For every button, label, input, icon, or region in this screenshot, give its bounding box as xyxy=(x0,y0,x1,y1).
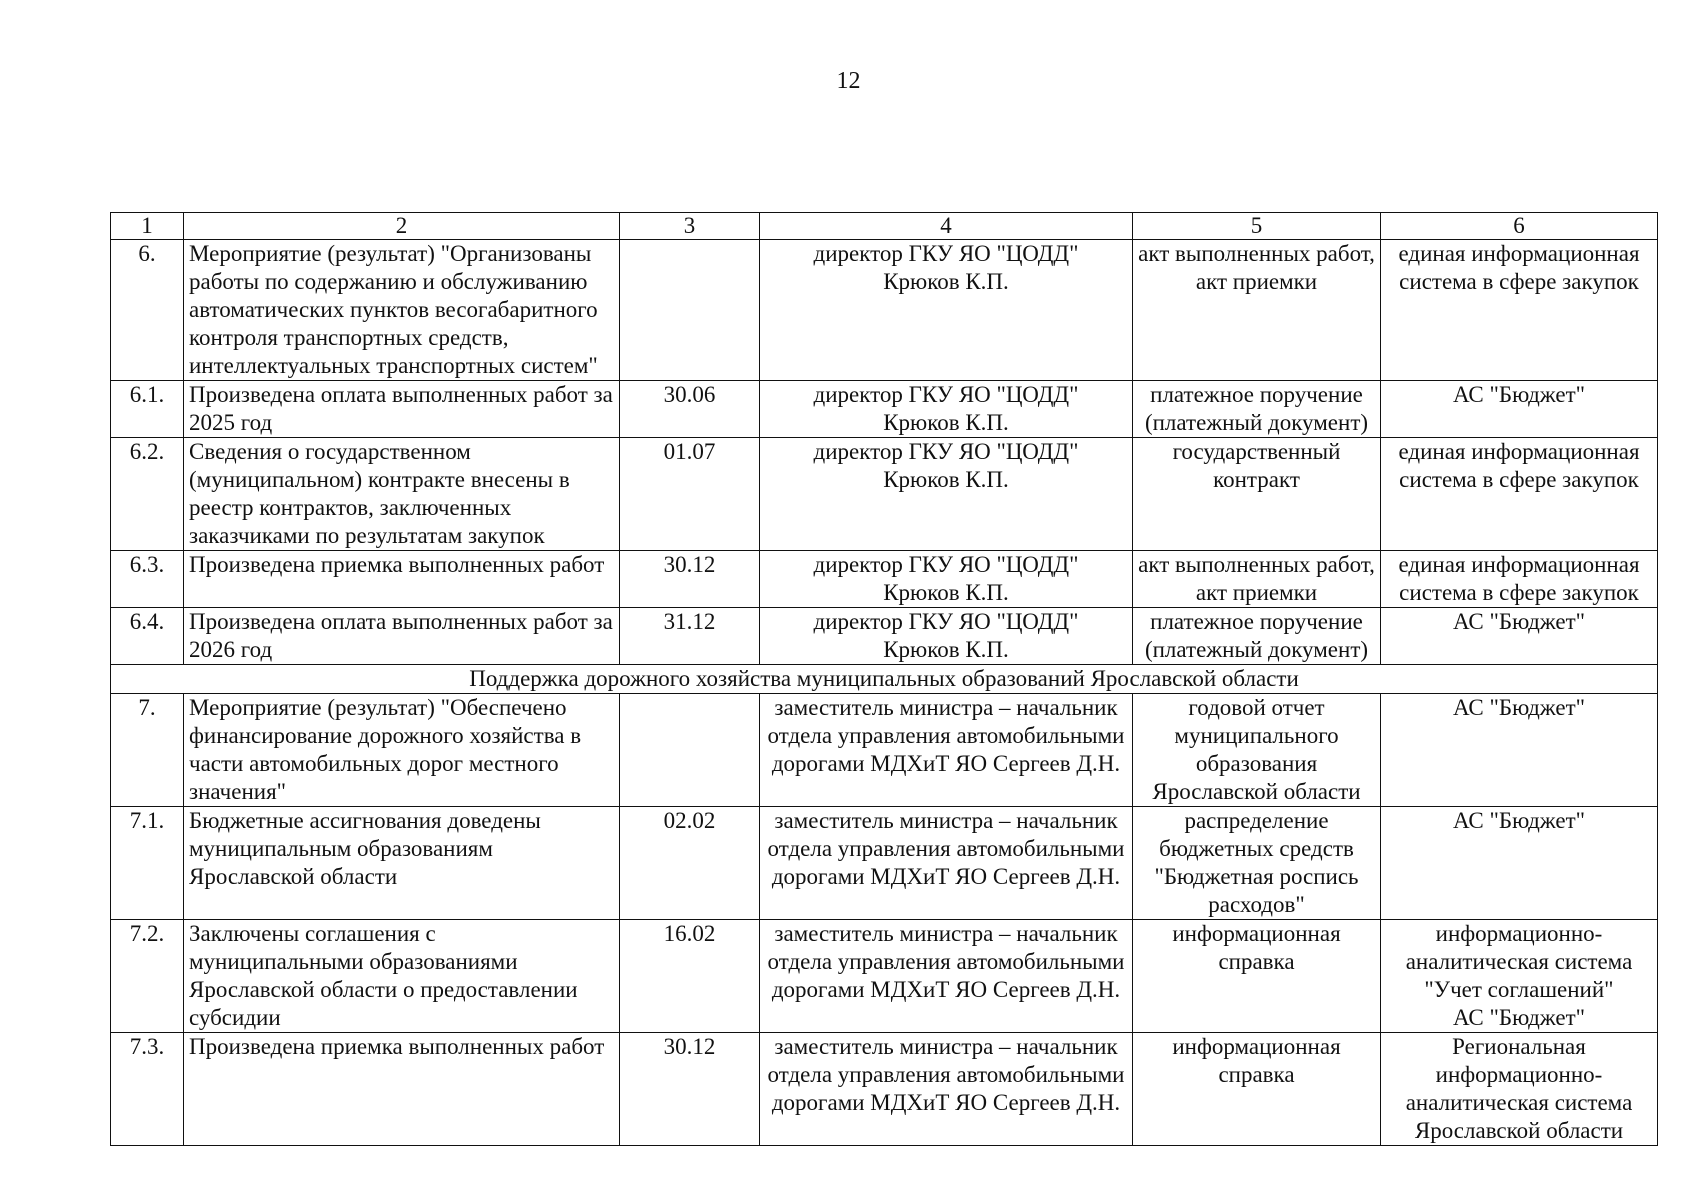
row-system: АС "Бюджет" xyxy=(1381,381,1658,438)
header-col-3: 3 xyxy=(620,213,760,240)
row-description: Бюджетные ассигнования доведены муниципальным образованиям Ярославской области xyxy=(184,807,620,920)
row-number: 6.4. xyxy=(111,608,184,665)
row-number: 6.2. xyxy=(111,438,184,551)
table-row xyxy=(111,920,1658,1033)
row-description: Произведена приемка выполненных работ xyxy=(184,1033,620,1146)
row-date: 02.02 xyxy=(620,807,760,920)
row-responsible: директор ГКУ ЯО "ЦОДД" Крюков К.П. xyxy=(760,240,1133,381)
table-row xyxy=(111,608,1658,665)
row-system: единая информационная система в сфере закупок xyxy=(1381,438,1658,551)
row-number: 7. xyxy=(111,694,184,807)
row-system: информационно-аналитическая система "Учет соглашений" АС "Бюджет" xyxy=(1381,920,1658,1033)
table-row xyxy=(111,1033,1658,1146)
section-row xyxy=(111,665,1658,694)
row-description: Произведена оплата выполненных работ за 2025 год xyxy=(184,381,620,438)
row-date xyxy=(620,240,760,381)
header-col-1: 1 xyxy=(111,213,184,240)
row-number: 7.3. xyxy=(111,1033,184,1146)
row-system: единая информационная система в сфере закупок xyxy=(1381,551,1658,608)
row-responsible: заместитель министра – начальник отдела управления автомобильными дорогами МДХиТ ЯО Сергеев Д.Н. xyxy=(760,1033,1133,1146)
row-number: 6.3. xyxy=(111,551,184,608)
row-system: Региональная информационно-аналитическая система Ярославской области xyxy=(1381,1033,1658,1146)
header-col-2: 2 xyxy=(184,213,620,240)
section-title: Поддержка дорожного хозяйства муниципальных образований Ярославской области xyxy=(111,665,1658,694)
row-system: АС "Бюджет" xyxy=(1381,807,1658,920)
table-row xyxy=(111,807,1658,920)
header-col-4: 4 xyxy=(760,213,1133,240)
row-responsible: директор ГКУ ЯО "ЦОДД" Крюков К.П. xyxy=(760,438,1133,551)
table-row xyxy=(111,694,1658,807)
row-date xyxy=(620,694,760,807)
row-number: 6. xyxy=(111,240,184,381)
row-document: платежное поручение (платежный документ) xyxy=(1133,608,1381,665)
row-system: АС "Бюджет" xyxy=(1381,694,1658,807)
row-responsible: директор ГКУ ЯО "ЦОДД" Крюков К.П. xyxy=(760,608,1133,665)
row-description: Мероприятие (результат) "Организованы работы по содержанию и обслуживанию автоматических пунктов весогабаритного контроля транспортных средств, интеллектуальных транспортных систем" xyxy=(184,240,620,381)
header-row xyxy=(111,213,1658,240)
row-date: 30.12 xyxy=(620,551,760,608)
row-responsible: заместитель министра – начальник отдела управления автомобильными дорогами МДХиТ ЯО Сергеев Д.Н. xyxy=(760,920,1133,1033)
row-document: акт выполненных работ, акт приемки xyxy=(1133,551,1381,608)
header-col-5: 5 xyxy=(1133,213,1381,240)
row-document: информационная справка xyxy=(1133,1033,1381,1146)
row-date: 30.12 xyxy=(620,1033,760,1146)
row-responsible: директор ГКУ ЯО "ЦОДД" Крюков К.П. xyxy=(760,551,1133,608)
row-system: АС "Бюджет" xyxy=(1381,608,1658,665)
row-document: акт выполненных работ, акт приемки xyxy=(1133,240,1381,381)
header-col-6: 6 xyxy=(1381,213,1658,240)
row-description: Произведена оплата выполненных работ за 2026 год xyxy=(184,608,620,665)
measures-table xyxy=(110,212,1658,1146)
row-date: 30.06 xyxy=(620,381,760,438)
row-date: 31.12 xyxy=(620,608,760,665)
row-number: 7.2. xyxy=(111,920,184,1033)
row-description: Сведения о государственном (муниципальном) контракте внесены в реестр контрактов, заключенных заказчиками по результатам закупок xyxy=(184,438,620,551)
row-description: Произведена приемка выполненных работ xyxy=(184,551,620,608)
row-description: Мероприятие (результат) "Обеспечено финансирование дорожного хозяйства в части автомобильных дорог местного значения" xyxy=(184,694,620,807)
row-document: информационная справка xyxy=(1133,920,1381,1033)
table-row xyxy=(111,438,1658,551)
row-responsible: заместитель министра – начальник отдела управления автомобильными дорогами МДХиТ ЯО Сергеев Д.Н. xyxy=(760,807,1133,920)
row-description: Заключены соглашения с муниципальными образованиями Ярославской области о предоставлении субсидии xyxy=(184,920,620,1033)
row-responsible: директор ГКУ ЯО "ЦОДД" Крюков К.П. xyxy=(760,381,1133,438)
row-document: распределение бюджетных средств "Бюджетная роспись расходов" xyxy=(1133,807,1381,920)
row-date: 01.07 xyxy=(620,438,760,551)
row-number: 6.1. xyxy=(111,381,184,438)
table-row xyxy=(111,240,1658,381)
row-system: единая информационная система в сфере закупок xyxy=(1381,240,1658,381)
row-document: государственный контракт xyxy=(1133,438,1381,551)
row-document: платежное поручение (платежный документ) xyxy=(1133,381,1381,438)
row-responsible: заместитель министра – начальник отдела управления автомобильными дорогами МДХиТ ЯО Сергеев Д.Н. xyxy=(760,694,1133,807)
row-number: 7.1. xyxy=(111,807,184,920)
table-row xyxy=(111,551,1658,608)
row-document: годовой отчет муниципального образования Ярославской области xyxy=(1133,694,1381,807)
page-number: 12 xyxy=(836,68,861,94)
row-date: 16.02 xyxy=(620,920,760,1033)
table-row xyxy=(111,381,1658,438)
